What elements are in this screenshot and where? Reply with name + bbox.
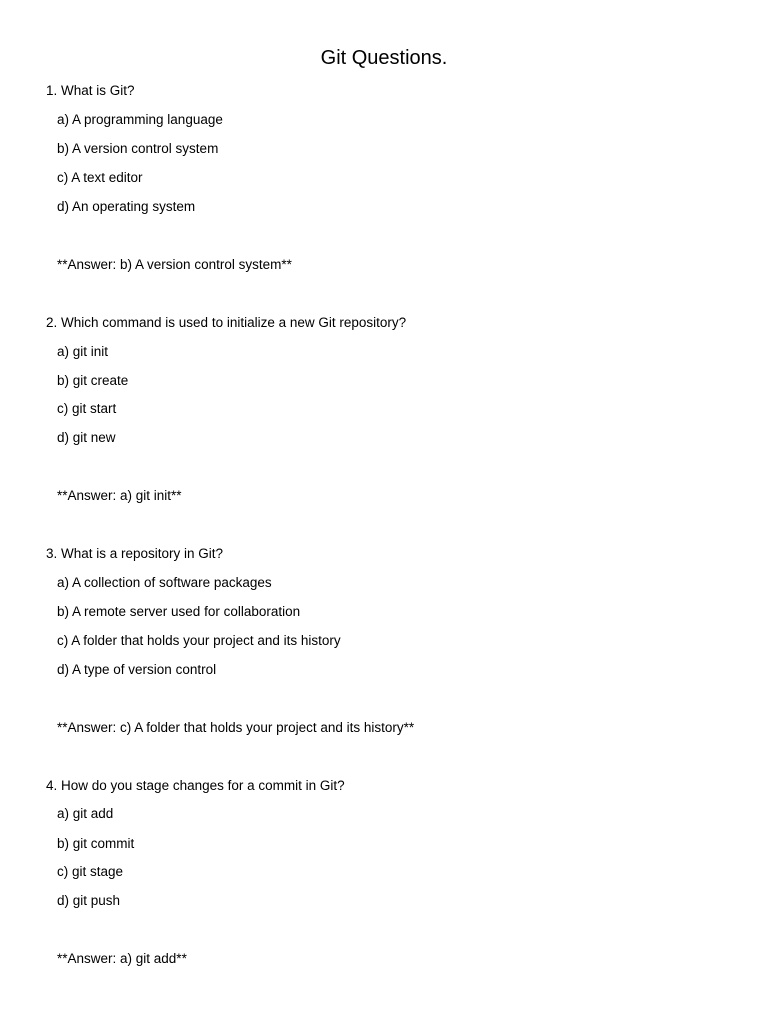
question-3-text: 3. What is a repository in Git? bbox=[46, 546, 224, 561]
question-1-option-c: c) A text editor bbox=[57, 170, 143, 185]
question-2-option-c: c) git start bbox=[57, 401, 117, 416]
question-3-option-b: b) A remote server used for collaboration bbox=[57, 604, 301, 619]
question-2-option-a: a) git init bbox=[57, 344, 109, 359]
question-2-answer: **Answer: a) git init** bbox=[57, 488, 182, 503]
question-3-option-a: a) A collection of software packages bbox=[57, 575, 272, 590]
question-2-option-b: b) git create bbox=[57, 373, 129, 388]
question-1-option-d: d) An operating system bbox=[57, 199, 196, 214]
question-2-option-d: d) git new bbox=[57, 430, 116, 445]
question-1-text: 1. What is Git? bbox=[46, 83, 135, 98]
question-4-option-c: c) git stage bbox=[57, 864, 124, 879]
question-4-option-b: b) git commit bbox=[57, 836, 135, 851]
question-4-option-d: d) git push bbox=[57, 893, 121, 908]
question-4-text: 4. How do you stage changes for a commit in Git? bbox=[46, 778, 345, 793]
question-4-answer: **Answer: a) git add** bbox=[57, 951, 187, 966]
question-1-option-a: a) A programming language bbox=[57, 112, 223, 127]
question-1-answer: **Answer: b) A version control system** bbox=[57, 257, 292, 272]
question-3-option-d: d) A type of version control bbox=[57, 662, 217, 677]
question-3-answer: **Answer: c) A folder that holds your project and its history** bbox=[57, 720, 415, 735]
question-2-text: 2. Which command is used to initialize a new Git repository? bbox=[46, 315, 407, 330]
question-4-option-a: a) git add bbox=[57, 806, 114, 821]
document-title: Git Questions. bbox=[320, 47, 448, 69]
question-3-option-c: c) A folder that holds your project and its history bbox=[57, 633, 341, 648]
question-1-option-b: b) A version control system bbox=[57, 141, 219, 156]
